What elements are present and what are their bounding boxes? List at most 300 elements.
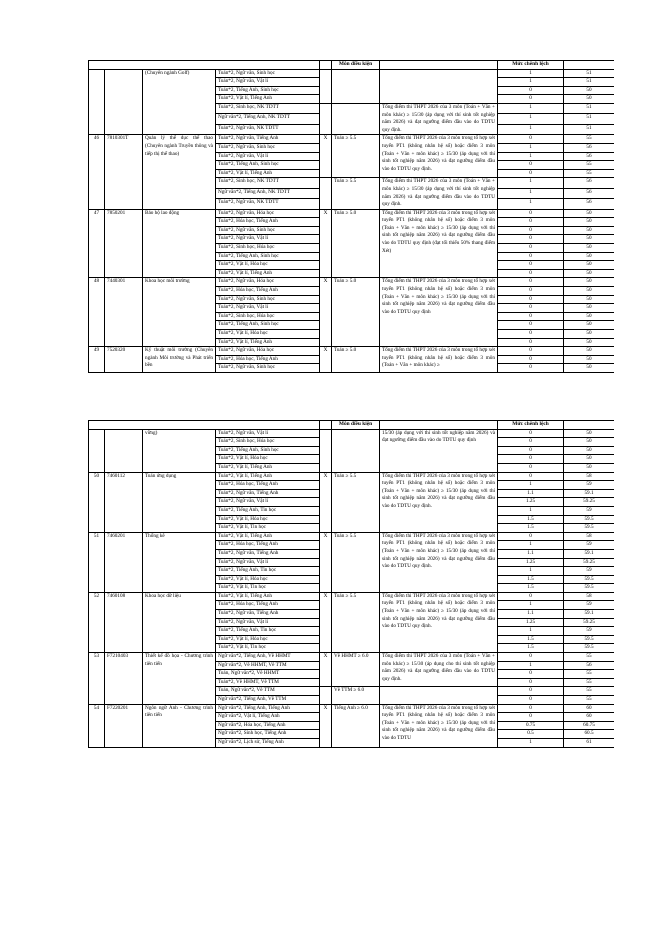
diff-cell: 0 [498, 161, 564, 170]
score-cell: 59.25 [564, 558, 615, 567]
score-cell: 56 [564, 199, 615, 209]
program-name: Thiết kế đồ họa - Chương trình tiên tiến [143, 653, 216, 705]
score-cell: 59 [564, 627, 615, 636]
score-cell: 59.5 [564, 584, 615, 593]
combo-cell: Toán*2, Tiếng Anh, Sinh học [216, 252, 320, 261]
table-row [89, 653, 615, 662]
diff-cell: 0 [498, 218, 564, 227]
diff-cell: 1 [498, 143, 564, 152]
combo-cell: Toán, Ngữ văn*2, Vẽ TTM [216, 687, 320, 696]
score-cell: 59 [564, 541, 615, 550]
combo-cell: Ngữ văn*2, Hóa học, Tiếng Anh [216, 721, 320, 730]
combo-cell: Toán*2, Hóa học, Tiếng Anh [216, 541, 320, 550]
page-section-2 [88, 420, 614, 772]
diff-cell: 0 [498, 678, 564, 687]
note-cell: Tổng điểm thi THPT 2026 của 3 môn trong tổ hợp xét tuyển PT1 (không nhân hệ số) hoặc điểm 3 môn (Toán + Văn + môn khác) ≥ [380, 347, 498, 373]
score-cell: 55 [564, 653, 615, 662]
score-cell: 60 [564, 713, 615, 722]
combo-cell: Toán*2, Ngữ văn, Tiếng Anh [216, 135, 320, 144]
score-cell: 50 [564, 364, 615, 373]
score-cell: 50 [564, 218, 615, 227]
combo-cell: Toán*2, Tiếng Anh, Sinh học [216, 161, 320, 170]
score-cell: 51 [564, 103, 615, 113]
combo-cell: Toán*2, Vật lí, Tiếng Anh [216, 95, 320, 104]
combo-cell: Toán*2, Vật lí, Hóa học [216, 635, 320, 644]
condition-cell: Toán ≥ 5.5 [332, 592, 380, 652]
header-cell-score [564, 61, 615, 70]
diff-cell: 1.5 [498, 644, 564, 653]
table-row [89, 209, 615, 218]
diff-cell: 1 [498, 199, 564, 209]
combo-cell: Toán*2, Vật lí, Tiếng Anh [216, 532, 320, 541]
header-mon-dieu-kien: Môn điều kiện [332, 421, 380, 430]
condition-cell [332, 69, 380, 103]
score-cell: 50 [564, 446, 615, 455]
score-cell: 59.5 [564, 644, 615, 653]
x-cell [320, 178, 332, 209]
diff-cell: 0 [498, 355, 564, 364]
diff-cell: 1 [498, 69, 564, 78]
combo-cell: Toán*2, Vật lí, Tiếng Anh [216, 472, 320, 481]
page-section-1 [88, 60, 614, 412]
diff-cell: 1 [498, 506, 564, 515]
combo-cell: Ngữ văn*2, Tiếng Anh, Vẽ TTM [216, 696, 320, 705]
program-name: Khoa học môi trường [143, 278, 216, 347]
diff-cell: 0 [498, 135, 564, 144]
score-cell: 50 [564, 226, 615, 235]
diff-cell: 1.25 [498, 558, 564, 567]
score-cell: 60.5 [564, 730, 615, 739]
x-cell: X [320, 209, 332, 278]
diff-cell: 1.5 [498, 575, 564, 584]
diff-cell: 0 [498, 95, 564, 104]
combo-cell: Toán*2, Vật lí, Tiếng Anh [216, 338, 320, 347]
score-cell: 56 [564, 178, 615, 188]
combo-cell: Toán*2, Ngữ văn, Tiếng Anh [216, 489, 320, 498]
combo-cell: Toán*2, Tiếng Anh, Tin học [216, 627, 320, 636]
score-cell: 55 [564, 135, 615, 144]
score-cell: 59.1 [564, 489, 615, 498]
combo-cell: Toán*2, Ngữ văn, Vật lí [216, 558, 320, 567]
combo-cell: Toán, Ngữ văn*2, Vẽ HHMT [216, 670, 320, 679]
diff-cell: 1 [498, 103, 564, 113]
diff-cell: 0 [498, 321, 564, 330]
score-cell: 59 [564, 601, 615, 610]
program-stt: 48 [89, 278, 105, 347]
diff-cell: 0 [498, 226, 564, 235]
combo-cell: Toán*2, Tiếng Anh, Sinh học [216, 446, 320, 455]
program-code: 7460201 [105, 532, 143, 592]
score-cell: 56 [564, 143, 615, 152]
note-cell: Tổng điểm thi THPT 2026 của 3 môn (Toán + Văn + môn khác) ≥ 15/30 (áp dụng với thí sinh tốt nghiệp năm 2026) và đạt ngưỡng điểm đầu vào do TDTU quy định. [380, 103, 498, 134]
diff-cell: 0 [498, 330, 564, 339]
note-cell: Tổng điểm thi THPT 2026 của 3 môn trong tổ hợp xét tuyển PT1 (không nhân hệ số) hoặc điểm 3 môn (Toán + Văn + môn khác) ≥ 15/30 (áp dụng với thí sinh tốt nghiệp năm 2026) và đạt ngưỡng điểm đầu vào do TDTU quy định (đạt tối thiểu 50% thang điểm Xét) [380, 209, 498, 278]
diff-cell: 1.5 [498, 635, 564, 644]
condition-cell: Toán ≥ 5.0 [332, 209, 380, 278]
program-stt [89, 429, 105, 472]
score-cell: 55 [564, 678, 615, 687]
table-row [89, 704, 615, 713]
program-stt: 49 [89, 347, 105, 373]
combo-cell: Toán*2, Ngữ văn, Tiếng Anh [216, 549, 320, 558]
score-cell: 50 [564, 338, 615, 347]
score-cell: 50 [564, 438, 615, 447]
score-cell: 50 [564, 295, 615, 304]
score-cell: 50 [564, 321, 615, 330]
score-cell: 58 [564, 472, 615, 481]
score-cell: 51 [564, 78, 615, 87]
header-muc-chenh-lech: Mức chênh lệch [498, 421, 564, 430]
x-cell: X [320, 347, 332, 373]
score-cell: 50 [564, 455, 615, 464]
program-name: Quản lý thể dục thể thao (Chuyên ngành Truyền thông và tiếp thị thể thao) [143, 135, 216, 209]
score-cell: 50 [564, 287, 615, 296]
score-cell: 50 [564, 330, 615, 339]
program-stt: 53 [89, 653, 105, 705]
combo-cell: Toán*2, Vẽ HHMT, Vẽ TTM [216, 678, 320, 687]
score-cell: 50 [564, 355, 615, 364]
program-code: 7850201 [105, 209, 143, 278]
program-code: 7440301 [105, 278, 143, 347]
combo-cell: Ngữ văn*2, Tiếng Anh, NK TDTT [216, 188, 320, 198]
diff-cell: 0 [498, 295, 564, 304]
score-cell: 59.5 [564, 515, 615, 524]
table-row [89, 429, 615, 438]
score-cell: 50 [564, 252, 615, 261]
x-cell [320, 687, 332, 704]
program-stt: 54 [89, 704, 105, 747]
diff-cell: 0 [498, 704, 564, 713]
combo-cell: Toán*2, Vật lí, Tin học [216, 644, 320, 653]
diff-cell: 0 [498, 446, 564, 455]
diff-cell: 1 [498, 567, 564, 576]
combo-cell: Toán*2, Tiếng Anh, Sinh học [216, 86, 320, 95]
score-cell: 51 [564, 114, 615, 124]
score-cell: 59.1 [564, 549, 615, 558]
score-cell: 55 [564, 696, 615, 705]
diff-cell: 0 [498, 252, 564, 261]
x-cell: X [320, 532, 332, 592]
program-name: Kỹ thuật môi trường (Chuyên ngành Môi trường và Phát triển bền [143, 347, 216, 373]
combo-cell: Toán*2, Tiếng Anh, Tin học [216, 506, 320, 515]
header-cell-x [320, 421, 332, 430]
diff-cell: 0 [498, 429, 564, 438]
combo-cell: Ngữ văn*2, Vật lí, Tiếng Anh [216, 713, 320, 722]
program-stt: 52 [89, 592, 105, 652]
diff-cell: 1 [498, 541, 564, 550]
diff-cell: 0 [498, 463, 564, 472]
note-cell: Tổng điểm thi THPT 2026 của 3 môn (Toán + Văn + môn khác) ≥ 15/30 (áp dụng với thí sinh tốt nghiệp năm 2026) và đạt ngưỡng điểm đầu vào do TDTU quy định. [380, 178, 498, 209]
table-row [89, 592, 615, 601]
diff-cell: 0 [498, 169, 564, 178]
program-code: 7460112 [105, 472, 143, 532]
score-cell: 61 [564, 738, 615, 747]
combo-cell: Ngữ văn*2, Sinh học, Tiếng Anh [216, 730, 320, 739]
combo-cell: Toán*2, Vật lí, Tiếng Anh [216, 592, 320, 601]
score-cell: 56 [564, 661, 615, 670]
diff-cell: 0 [498, 209, 564, 218]
diff-cell: 1 [498, 114, 564, 124]
combo-cell: Toán*2, Hóa học, Tiếng Anh [216, 218, 320, 227]
diff-cell: 0 [498, 287, 564, 296]
combo-cell: Toán*2, Sinh học, NK TDTT [216, 103, 320, 113]
diff-cell: 0 [498, 261, 564, 270]
program-name: (Chuyên ngành Golf) [143, 69, 216, 135]
program-code: F7220201 [105, 704, 143, 747]
diff-cell: 1 [498, 78, 564, 87]
table-row [89, 532, 615, 541]
score-cell: 50 [564, 261, 615, 270]
condition-cell: Toán ≥ 5.5 [332, 178, 380, 209]
condition-cell [332, 103, 380, 134]
combo-cell: Toán*2, Vật lí, Hóa học [216, 575, 320, 584]
program-stt: 46 [89, 135, 105, 209]
combo-cell: Toán*2, Vật lí, Hóa học [216, 515, 320, 524]
score-cell: 50 [564, 347, 615, 356]
score-cell: 55 [564, 161, 615, 170]
diff-cell: 0 [498, 347, 564, 356]
combo-cell: Toán*2, Ngữ văn, Sinh học [216, 226, 320, 235]
score-cell: 50 [564, 235, 615, 244]
combo-cell: Toán*2, Ngữ văn, Sinh học [216, 295, 320, 304]
diff-cell: 1 [498, 124, 564, 134]
score-cell: 51 [564, 124, 615, 134]
diff-cell: 1.5 [498, 584, 564, 593]
diff-cell: 0 [498, 455, 564, 464]
score-cell: 58 [564, 592, 615, 601]
table-row [89, 278, 615, 287]
score-cell: 59 [564, 567, 615, 576]
score-cell: 60.75 [564, 721, 615, 730]
header-row [89, 421, 615, 430]
diff-cell: 0 [498, 438, 564, 447]
table-row [89, 472, 615, 481]
combo-cell: Toán*2, Hóa học, Tiếng Anh [216, 355, 320, 364]
program-name: Bảo hộ lao động [143, 209, 216, 278]
note-cell: Tổng điểm thi THPT 2026 của 3 môn trong tổ hợp xét tuyển PT1 (không nhân hệ số) hoặc điểm 3 môn (Toán + Văn + môn khác) ≥ 15/30 (áp dụng với thí sinh tốt nghiệp năm 2026) và đạt ngưỡng điểm đầu vào do TDTU quy định. [380, 472, 498, 532]
combo-cell: Toán*2, Ngữ văn, Vật lí [216, 618, 320, 627]
combo-cell: Toán*2, Ngữ văn, Sinh học [216, 364, 320, 373]
score-cell: 59.25 [564, 618, 615, 627]
x-cell: X [320, 653, 332, 687]
condition-cell: Toán ≥ 5.5 [332, 532, 380, 592]
condition-cell: Tiếng Anh ≥ 6.0 [332, 704, 380, 747]
program-code: F7210403 [105, 653, 143, 705]
x-cell [320, 429, 332, 472]
header-cell-x [320, 61, 332, 70]
combo-cell: Toán*2, Ngữ văn, Vật lí [216, 78, 320, 87]
combo-cell: Toán*2, Ngữ văn, NK TDTT [216, 199, 320, 209]
diff-cell: 0.75 [498, 721, 564, 730]
score-cell: 59.5 [564, 524, 615, 533]
score-cell: 50 [564, 244, 615, 253]
header-mon-dieu-kien: Môn điều kiện [332, 61, 380, 70]
score-cell: 56 [564, 188, 615, 198]
score-cell: 50 [564, 304, 615, 313]
program-code: 7520320 [105, 347, 143, 373]
combo-cell: Toán*2, Vật lí, Tiếng Anh [216, 269, 320, 278]
combo-cell: Toán*2, Sinh học, Hóa học [216, 312, 320, 321]
combo-cell: Toán*2, Hóa học, Tiếng Anh [216, 601, 320, 610]
score-cell: 50 [564, 312, 615, 321]
combo-cell: Toán*2, Ngữ văn, Tiếng Anh [216, 610, 320, 619]
table-row [89, 69, 615, 78]
combo-cell: Toán*2, Ngữ văn, Vật lí [216, 235, 320, 244]
diff-cell: 0 [498, 670, 564, 679]
combo-cell: Toán*2, Ngữ văn, Sinh học [216, 143, 320, 152]
table-row [89, 135, 615, 144]
program-stt [89, 69, 105, 135]
combo-cell: Ngữ văn*2, Tiếng Anh, Tiếng Anh [216, 704, 320, 713]
score-cell: 50 [564, 269, 615, 278]
diff-cell: 1 [498, 178, 564, 188]
x-cell: X [320, 592, 332, 652]
condition-cell: Toán ≥ 5.5 [332, 472, 380, 532]
score-cell: 50 [564, 463, 615, 472]
combo-cell: Toán*2, Ngữ văn, Sinh học [216, 69, 320, 78]
combo-cell: Toán*2, Vật lí, Tiếng Anh [216, 463, 320, 472]
program-name: Khoa học dữ liệu [143, 592, 216, 652]
x-cell: X [320, 704, 332, 747]
score-cell: 50 [564, 278, 615, 287]
condition-cell: Vẽ HHMT ≥ 6.0 [332, 653, 380, 687]
combo-cell: Toán*2, Tiếng Anh, Sinh học [216, 321, 320, 330]
combo-cell: Toán*2, Vật lí, Hóa học [216, 261, 320, 270]
note-cell: Tổng điểm thi THPT 2026 của 3 môn (Toán + Văn + môn khác) ≥ 15/30 (áp dụng cho thí sinh tốt nghiệp năm 2026) và đạt ngưỡng điểm đầu vào do TDTU quy định. [380, 653, 498, 687]
combo-cell: Toán*2, Sinh học, Hóa học [216, 244, 320, 253]
score-cell: 58 [564, 532, 615, 541]
diff-cell: 1 [498, 601, 564, 610]
combo-cell: Toán*2, Ngữ văn, Vật lí [216, 429, 320, 438]
diff-cell: 0 [498, 713, 564, 722]
score-cell: 55 [564, 169, 615, 178]
diff-cell: 1.25 [498, 498, 564, 507]
program-stt: 47 [89, 209, 105, 278]
note-cell: Tổng điểm thi THPT 2026 của 3 môn trong tổ hợp xét tuyển PT1 (không nhân hệ số) hoặc điểm 3 môn (Toán + Văn + môn khác) ≥ 15/30 (áp dụng với thí sinh tốt nghiệp năm 2026) và đạt ngưỡng điểm đầu vào do TDTU quy định [380, 278, 498, 347]
diff-cell: 0 [498, 696, 564, 705]
diff-cell: 1.5 [498, 515, 564, 524]
diff-cell: 0 [498, 338, 564, 347]
x-cell: X [320, 135, 332, 178]
program-code: 7460108 [105, 592, 143, 652]
combo-cell: Toán*2, Vật lí, Tin học [216, 524, 320, 533]
combo-cell: Ngữ văn*2, Tiếng Anh, Vẽ HHMT [216, 653, 320, 662]
score-cell: 59.5 [564, 635, 615, 644]
program-code [105, 69, 143, 135]
score-cell: 50 [564, 209, 615, 218]
program-name: vững) [143, 429, 216, 472]
score-cell: 60 [564, 704, 615, 713]
combo-cell: Toán*2, Ngữ văn, Hóa học [216, 347, 320, 356]
header-cell-note [380, 61, 498, 70]
combo-cell: Toán*2, Ngữ văn, Vật lí [216, 304, 320, 313]
score-cell: 59.1 [564, 610, 615, 619]
admission-table-2 [88, 420, 614, 748]
program-code: 7810301T [105, 135, 143, 209]
program-stt: 51 [89, 532, 105, 592]
score-cell: 50 [564, 95, 615, 104]
note-cell: Tổng điểm thi THPT 2026 của 3 môn trong tổ hợp xét tuyển PT1 (không nhân hệ số) hoặc điểm 3 môn (Toán + Văn + môn khác) ≥ 15/30 (áp dụng với thí sinh tốt nghiệp năm 2026) và đạt ngưỡng điểm đầu vào do TDTU quy định. [380, 532, 498, 592]
diff-cell: 1 [498, 627, 564, 636]
score-cell: 50 [564, 429, 615, 438]
combo-cell: Toán*2, Ngữ văn, Vật lí [216, 152, 320, 161]
condition-cell [332, 429, 380, 472]
condition-cell: Toán ≥ 5.0 [332, 278, 380, 347]
admission-table-1 [88, 60, 614, 373]
x-cell [320, 103, 332, 134]
note-cell [380, 69, 498, 103]
header-muc-chenh-lech: Mức chênh lệch [498, 61, 564, 70]
note-cell: Tổng điểm thi THPT 2026 của 3 môn trong tổ hợp xét tuyển PT1 (không nhân hệ số) hoặc điểm 3 môn (Toán + Văn + môn khác) ≥ 15/30 (áp dụng với thí sinh tốt nghiệp năm 2026) và đạt ngưỡng điểm đầu vào do TDTU quy định. [380, 135, 498, 178]
diff-cell: 0 [498, 86, 564, 95]
note-cell [380, 687, 498, 704]
score-cell: 51 [564, 69, 615, 78]
score-cell: 59 [564, 481, 615, 490]
combo-cell: Ngữ văn*2, Lịch sử, Tiếng Anh [216, 738, 320, 747]
header-cell-note [380, 421, 498, 430]
score-cell: 59.5 [564, 575, 615, 584]
combo-cell: Toán*2, Tiếng Anh, Tin học [216, 567, 320, 576]
combo-cell: Toán*2, Vật lí, Tiếng Anh [216, 169, 320, 178]
diff-cell: 0 [498, 244, 564, 253]
combo-cell: Toán*2, Ngữ văn, Vật lí [216, 498, 320, 507]
diff-cell: 0 [498, 312, 564, 321]
diff-cell: 0 [498, 687, 564, 696]
x-cell: X [320, 278, 332, 347]
diff-cell: 1 [498, 738, 564, 747]
combo-cell: Toán*2, Vật lí, Hóa học [216, 330, 320, 339]
combo-cell: Toán*2, Hóa học, Tiếng Anh [216, 287, 320, 296]
diff-cell: 0 [498, 304, 564, 313]
diff-cell: 1.25 [498, 618, 564, 627]
diff-cell: 0 [498, 592, 564, 601]
score-cell: 56 [564, 152, 615, 161]
score-cell: 55 [564, 670, 615, 679]
note-cell: Tổng điểm thi THPT 2026 của 3 môn trong tổ hợp xét tuyển PT1 (không nhân hệ số) hoặc điểm 3 môn (Toán + Văn + môn khác) ≥ 15/30 (áp dụng với thí sinh tốt nghiệp năm 2026) và đạt ngưỡng điểm đầu vào do TDTU [380, 704, 498, 747]
condition-cell: Vẽ TTM ≥ 6.0 [332, 687, 380, 704]
diff-cell: 1.1 [498, 610, 564, 619]
condition-cell: Toán ≥ 5.0 [332, 347, 380, 373]
diff-cell: 1 [498, 481, 564, 490]
diff-cell: 0 [498, 653, 564, 662]
diff-cell: 0 [498, 364, 564, 373]
score-cell: 59 [564, 506, 615, 515]
table-row [89, 347, 615, 356]
header-row [89, 61, 615, 70]
program-code [105, 429, 143, 472]
program-name: Toán ứng dụng [143, 472, 216, 532]
note-cell: 15/30 (áp dụng với thí sinh tốt nghiệp năm 2026) và đạt ngưỡng điểm đầu vào do TDTU quy định [380, 429, 498, 472]
x-cell: X [320, 472, 332, 532]
score-cell: 50 [564, 86, 615, 95]
combo-cell: Toán*2, Sinh học, NK TDTT [216, 178, 320, 188]
combo-cell: Toán*2, Ngữ văn, NK TDTT [216, 124, 320, 134]
combo-cell: Toán*2, Ngữ văn, Hóa học [216, 278, 320, 287]
combo-cell: Toán*2, Sinh học, Hóa học [216, 438, 320, 447]
combo-cell: Toán*2, Vật lí, Hóa học [216, 455, 320, 464]
diff-cell: 1.1 [498, 549, 564, 558]
diff-cell: 1 [498, 661, 564, 670]
combo-cell: Toán*2, Vật lí, Tin học [216, 584, 320, 593]
diff-cell: 0 [498, 532, 564, 541]
combo-cell: Ngữ văn*2, Tiếng Anh, NK TDTT [216, 114, 320, 124]
diff-cell: 0 [498, 269, 564, 278]
diff-cell: 0.5 [498, 730, 564, 739]
program-stt: 50 [89, 472, 105, 532]
x-cell [320, 69, 332, 103]
combo-cell: Ngữ văn*2, Vẽ HHMT, Vẽ TTM [216, 661, 320, 670]
diff-cell: 1 [498, 188, 564, 198]
